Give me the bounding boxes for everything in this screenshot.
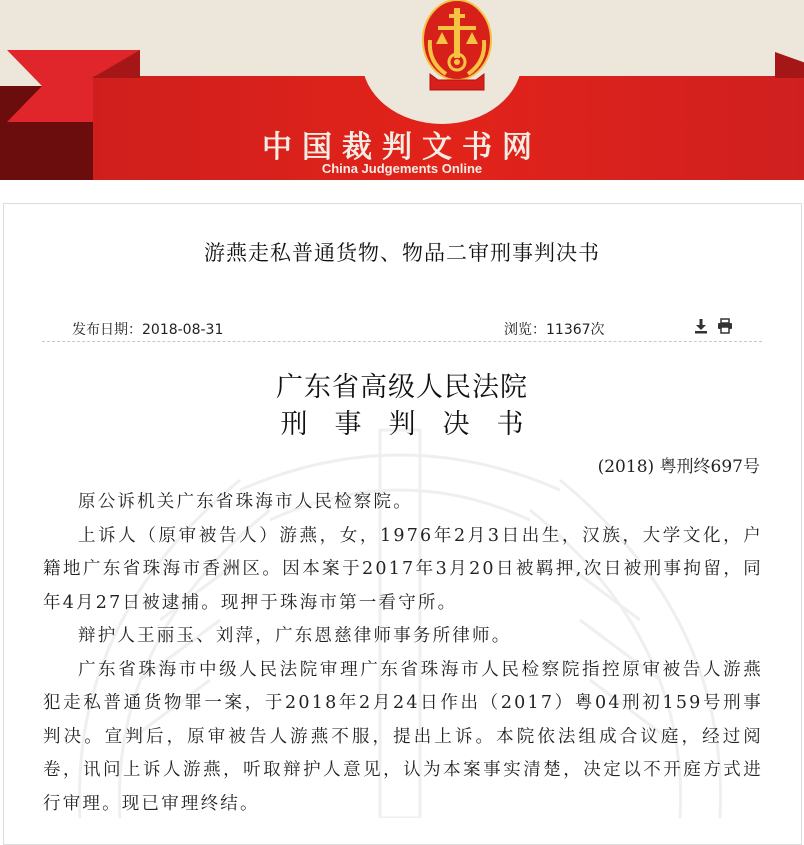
paragraph-defense-counsel: 辩护人王丽玉、刘萍，广东恩慈律师事务所律师。	[78, 626, 512, 646]
publish-date: 发布日期：2018-08-31	[72, 322, 224, 338]
paragraph-case-history: 广东省珠海市中级人民法院审理广东省珠海市人民检察院指控原审被告人游燕犯走私普通货物罪一案，于2018年2月24日作出（2017）粤04刑初159号刑事判决。宣判后，原审被告人游燕不服，提出上诉。本院依法组成合议庭，经过阅卷，讯问上诉人游燕，听取辩护人意见，认为本案事实清楚，决定以不开庭方式进行审理。现已审理终结。	[43, 659, 763, 814]
document-title: 游燕走私普通货物、物品二审刑事判决书	[204, 241, 600, 265]
ribbon-right-fold	[775, 52, 804, 78]
case-number: (2018) 粤刑终697号	[597, 457, 760, 477]
print-icon[interactable]	[716, 317, 734, 335]
view-count: 浏览：11367次	[504, 322, 605, 338]
judgment-body	[43, 486, 763, 821]
court-emblem-icon	[416, 0, 498, 98]
document-type: 刑事判决书	[280, 409, 551, 440]
paragraph-appellant: 上诉人（原审被告人）游燕，女，1976年2月3日出生，汉族，大学文化，户籍地广东省珠海市香洲区。因本案于2017年3月20日被羁押,次日被刑事拘留，同年4月27日被逮捕。现押于珠海市第一看守所。	[43, 525, 763, 613]
site-subtitle: China Judgements Online	[321, 161, 483, 176]
court-name: 广东省高级人民法院	[276, 372, 528, 403]
document-meta-row	[42, 315, 762, 342]
site-banner	[0, 0, 804, 180]
site-title: 中国裁判文书网	[262, 130, 542, 165]
paragraph-prosecutor: 原公诉机关广东省珠海市人民检察院。	[78, 492, 413, 512]
download-icon[interactable]	[692, 317, 710, 335]
